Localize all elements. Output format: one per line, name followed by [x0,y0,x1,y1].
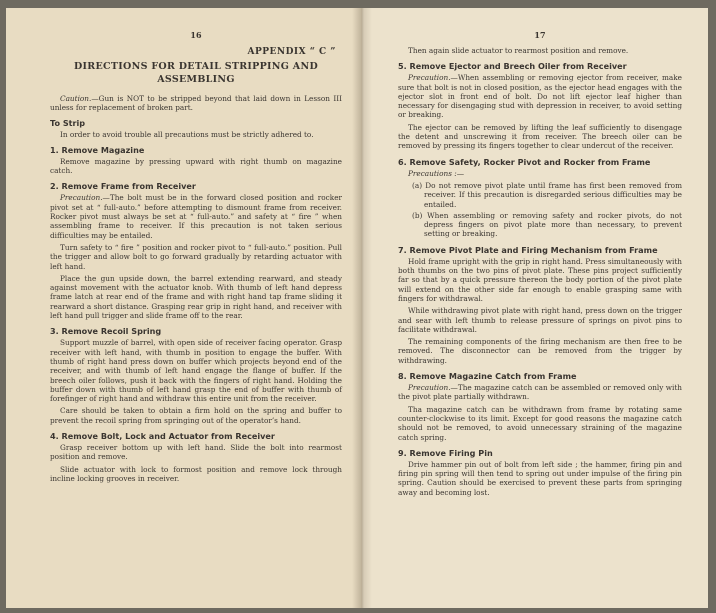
section-1-heading: 1. Remove Magazine [50,144,145,155]
caution-text: —Gun is NOT to be stripped beyond that laid down in Lesson III unless for replacement of broken part. [50,94,342,113]
precaution-text: —When assembling or removing ejector from receiver, make sure that bolt is not in closed position, as the ejector head engages with the ejector slot in front end of bolt. Do not lift ejector leaf higher than necessary for disengaging stud with depression in receiver, to avoid setting or breaking. [398,73,682,120]
intro-text: Then again slide actuator to rearmost position and remove. [408,46,629,55]
caution-label: Caution. [60,94,92,103]
page-number-left: 16 [190,30,202,40]
precautions-list [412,181,682,239]
caution-paragraph [50,94,342,113]
section-4-text-1: Grasp receiver bottom up with left hand. Slide the bolt into rearmost position and remove. [50,443,342,462]
precaution-label: Precaution. [408,73,451,83]
section-7-heading: 7. Remove Pivot Plate and Firing Mechanism from Frame [398,244,658,255]
section-9-heading: 9. Remove Firing Pin [398,447,493,458]
section-8-text-2: Tha magazine catch can be withdrawn from frame by rotating same counter-clockwise to its limit. Except for good reasons the magazine catch should not be removed, to avoid unnecessary straining of the magazine catch spring. [398,404,682,442]
precaution-label: Precaution. [408,383,451,393]
precautions-label [398,169,682,178]
section-2-heading: 2. Remove Frame from Receiver [50,181,196,192]
section-4-text-2: Slide actuator with lock to formost position and remove lock through incline locking grooves in receiver. [50,464,342,483]
section-5-heading: 5. Remove Ejector and Breech Oiler from Receiver [398,61,627,72]
section-5-precaution [398,73,682,119]
section-2-text-3: Place the gun upside down, the barrel extending rearward, and steady against movement with the actuator knob. With thumb of left hand depress frame latch at rear end of the frame and with right hand tap frame sliding it rearward a short distance. Grasping rear grip in right hand, and receiver with left hand pull trigger and slide frame off to the rear. [50,273,342,321]
section-7-text-1: Hold frame upright with the grip in right hand. Press simultaneously with both thumbs on the two pins of pivot plate. These pins project sufficiently far so that by a quick pressure thereon the body portion of the pivot plate will extend on the other side far enough to enable grasping same with fingers for withdrawal. [398,256,682,303]
section-7-text-2: While withdrawing pivot plate with right hand, press down on the trigger and sear with left thumb to release pressure of springs on pivot pins to facilitate withdrawal. [398,306,682,334]
precautions-label-text: Precautions :— [408,168,465,178]
section-8-precaution [398,383,682,402]
right-page [362,8,708,608]
section-3-text-1: Support muzzle of barrel, with open side of receiver facing operator. Grasp receiver with left hand, with thumb in position to engage the buffer. With thumb of right hand press down on buffer which projects beyond end of the receiver, and with thumb of left hand engage the flange of buffer. If the breech oiler follows, push it back with the fingers of right hand. Holding the buffer down with thumb of left hand grasp the end of buffer with thumb of forefinger of right hand and withdraw this entire unit from the receiver. [50,338,342,404]
section-1-text: Remove magazine by pressing upward with right thumb on magazine catch. [50,156,342,176]
to-strip-text: In order to avoid trouble all precautions must be strictly adhered to. [60,129,314,139]
section-4-heading: 4. Remove Bolt, Lock and Actuator from Receiver [50,431,275,442]
precaution-text: —The magazine catch can be assembled or removed only with the pivot plate partially withdrawn. [398,383,682,402]
left-page [6,8,362,608]
section-5-text-2: The ejector can be removed by lifting the leaf sufficiently to disengage the detent and unscrewing it from receiver. The breech oiler can be removed by pressing its fingers together to clear undercut of the receiver. [398,122,682,151]
section-6-heading: 6. Remove Safety, Rocker Pivot and Rocker from Frame [398,156,651,167]
precaution-label: Precaution. [60,193,103,203]
title-line-1: DIRECTIONS FOR DETAIL STRIPPING AND [74,61,318,72]
page-title [50,60,342,86]
list-item-a: (a) Do not remove pivot plate until frame has first been removed from receiver. If this precaution is disregarded serious difficulties may be entailed. [412,180,682,209]
appendix-heading: APPENDIX “ C ” [247,47,336,57]
section-8-heading: 8. Remove Magazine Catch from Frame [398,371,577,382]
section-2-text-2: Turn safety to “ fire ” position and rocker pivot to “ full-auto.” position. Pull the trigger and allow bolt to go forward gradually by retarding actuator with left hand. [50,242,342,271]
title-line-2: ASSEMBLING [157,74,235,85]
book-gutter [352,8,372,608]
page-number-right: 17 [534,30,546,40]
section-3-heading: 3. Remove Recoil Spring [50,326,162,337]
section-7-text-3: The remaining components of the firing mechanism are then free to be removed. The disconnector can be removed from the trigger by withdrawing. [398,337,682,365]
list-item-b: (b) When assembling or removing safety and rocker pivots, do not depress fingers on pivot plate more than necessary, to prevent setting or breaking. [412,210,682,239]
section-3-text-2: Care should be taken to obtain a firm hold on the spring and buffer to prevent the recoil spring from springing out of the operator’s hand. [50,406,342,425]
section-2-precaution [50,193,342,239]
precaution-text: —The bolt must be in the forward closed position and rocker pivot set at “ full-auto.” before attempting to dismount frame from receiver. Rocker pivot must always be set at “ full-auto.” and safety at “ fire ” when assembling frame to receiver. If this precaution is not taken serious difficulties may be entailed. [50,193,342,240]
section-9-text: Drive hammer pin out of bolt from left side ; the hammer, firing pin and firing pin spring will then tend to spring out under impulse of the firing pin spring. Caution should be exercised to prevent these parts from springing away and becoming lost. [398,459,682,497]
to-strip-heading: To Strip [50,117,86,128]
